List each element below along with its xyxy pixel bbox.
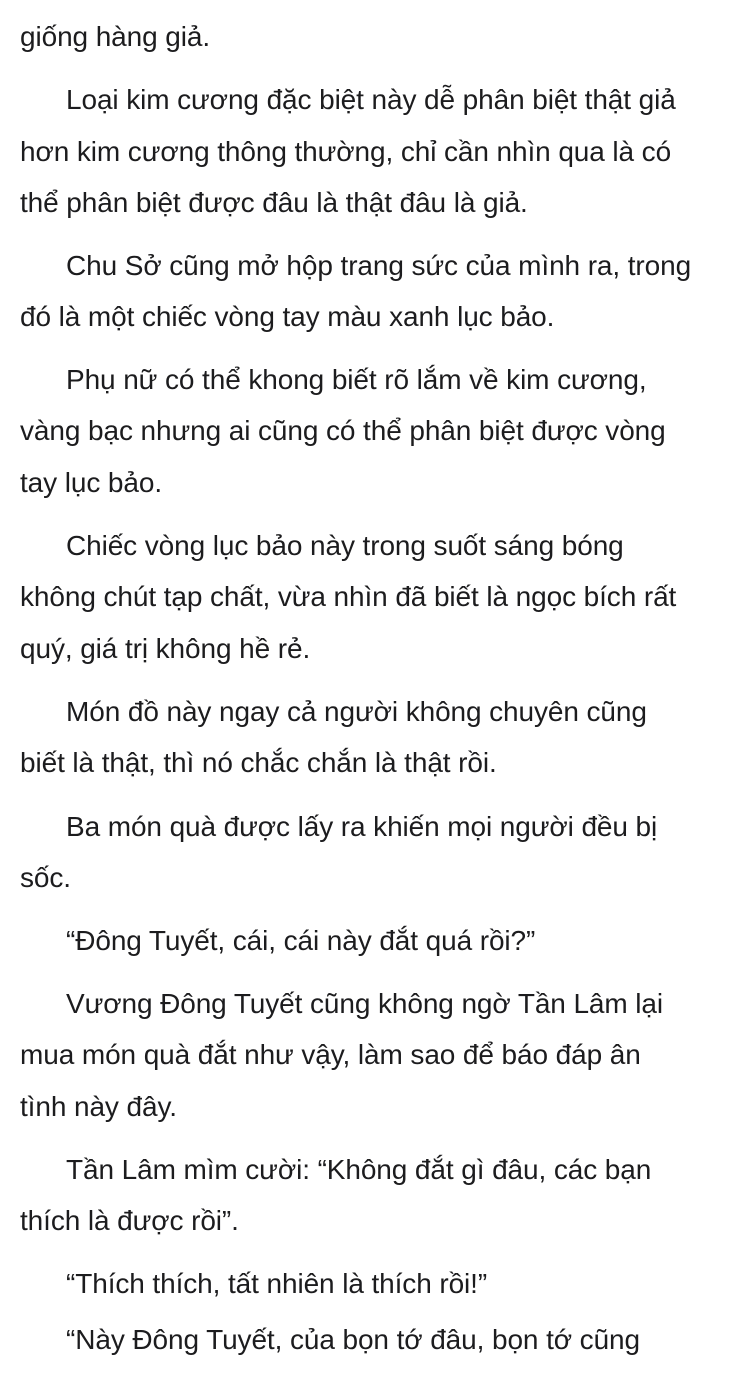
text-line: hơn kim cương thông thường, chỉ cần nhìn qua là có — [20, 136, 672, 167]
text-line: Chu Sở cũng mở hộp trang sức của mình ra, trong — [66, 250, 692, 281]
text-line: Tần Lâm mìm cười: “Không đắt gì đâu, các bạn — [66, 1154, 652, 1185]
text-line: Món đồ này ngay cả người không chuyên cũng — [66, 696, 647, 727]
text-line: Ba món quà được lấy ra khiến mọi người đều bị — [66, 811, 658, 842]
text-line: vàng bạc nhưng ai cũng có thể phân biệt được vòng — [20, 415, 666, 446]
text-line: Phụ nữ có thể khong biết rõ lắm về kim cương, — [66, 364, 647, 395]
text-line: biết là thật, thì nó chắc chắn là thật rồi. — [20, 747, 497, 778]
text-line: sốc. — [20, 862, 71, 893]
text-line: tay lục bảo. — [20, 467, 162, 498]
text-line: “Đông Tuyết, cái, cái này đắt quá rồi?” — [66, 925, 536, 956]
text-line: tình này đây. — [20, 1091, 177, 1122]
text-line: Vương Đông Tuyết cũng không ngờ Tần Lâm lại — [66, 988, 664, 1019]
text-line: đó là một chiếc vòng tay màu xanh lục bảo. — [20, 301, 555, 332]
text-line: Loại kim cương đặc biệt này dễ phân biệt thật giả — [66, 84, 676, 115]
text-line: mua món quà đắt như vậy, làm sao để báo đáp ân — [20, 1039, 641, 1070]
text-line: không chút tạp chất, vừa nhìn đã biết là ngọc bích rất — [20, 581, 677, 612]
text-line: Chiếc vòng lục bảo này trong suốt sáng bóng — [66, 530, 624, 561]
text-line: “Này Đông Tuyết, của bọn tớ đâu, bọn tớ cũng — [66, 1324, 641, 1355]
text-line: thích là được rồi”. — [20, 1205, 239, 1236]
text-line: quý, giá trị không hề rẻ. — [20, 633, 311, 664]
text-line: giống hàng giả. — [20, 21, 211, 52]
text-line: thể phân biệt được đâu là thật đâu là giả. — [20, 187, 528, 218]
text-line: “Thích thích, tất nhiên là thích rồi!” — [66, 1268, 488, 1299]
